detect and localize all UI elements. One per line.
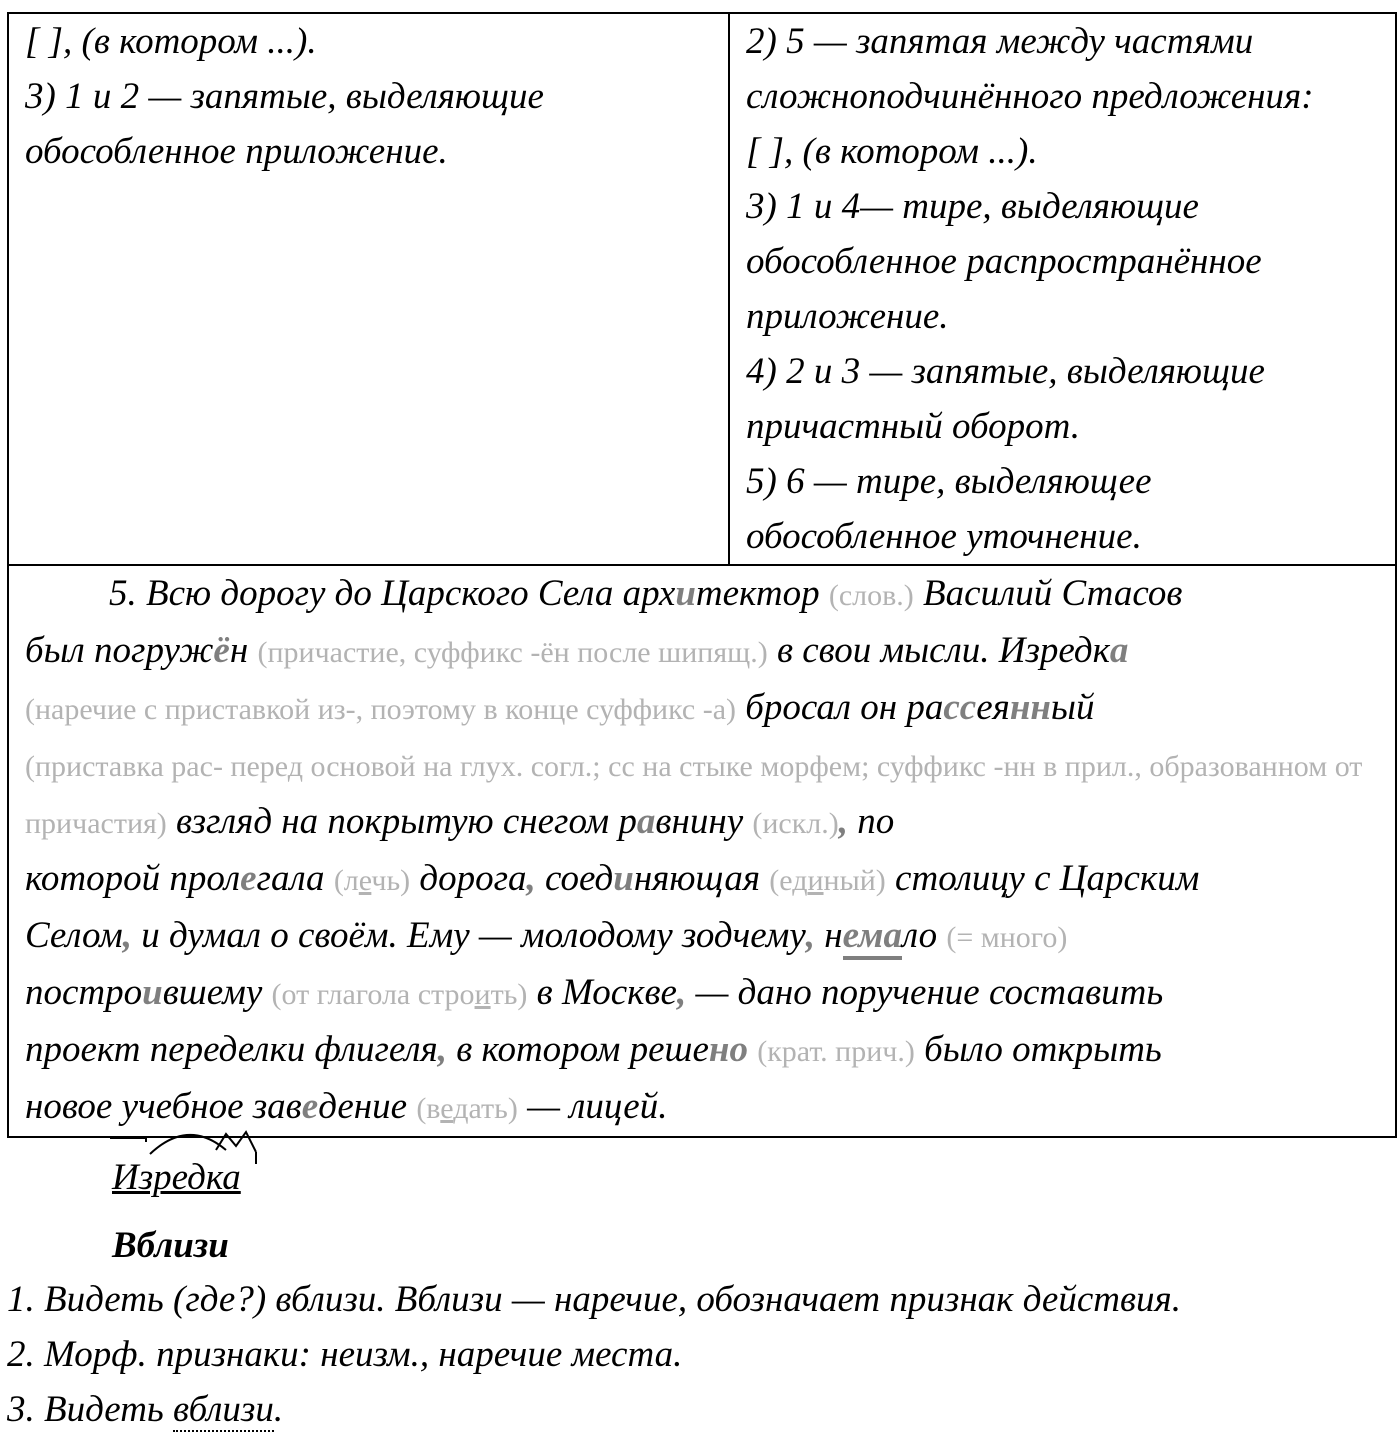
text-line: 4) 2 и 3 — запятые, выделяющие: [746, 351, 1265, 392]
morpheme-marks-icon: [108, 1124, 258, 1174]
analysis-list: [7, 1272, 1181, 1437]
text-line: новое учебное заведение (ведать) — лицей.: [25, 1086, 668, 1127]
text-line: сложноподчинённого предложения:: [746, 76, 1314, 117]
text-line: 2) 5 — запятая между частями: [746, 21, 1254, 62]
text-line: 3) 1 и 2 — запятые, выделяющие: [25, 76, 544, 117]
text-line: которой пролегала (лечь) дорога, соединяющая (единый) столицу с Царским: [25, 858, 1200, 899]
table-cell-right: [729, 13, 1396, 565]
analysis-word: Вблизи: [112, 1225, 229, 1266]
text-line: 3) 1 и 4— тире, выделяющие: [746, 186, 1199, 227]
text-line: построившему (от глагола строить) в Москве, — дано поручение составить: [25, 972, 1164, 1013]
text-line: 5) 6 — тире, выделяющее: [746, 461, 1152, 502]
text-line: [ ], (в котором ...).: [746, 131, 1038, 172]
list-item: 3. Видеть вблизи.: [7, 1389, 284, 1430]
text-line: причастный оборот.: [746, 406, 1081, 447]
text-line: обособленное уточнение.: [746, 516, 1142, 557]
list-item: 1. Видеть (где?) вблизи. Вблизи — наречие, обозначает признак действия.: [7, 1279, 1181, 1320]
text-line: 5. Всю дорогу до Царского Села архитектор (слов.) Василий Стасов: [109, 573, 1183, 614]
text-line: проект переделки флигеля, в котором решено (крат. прич.) было открыть: [25, 1029, 1162, 1070]
exercise-table: [7, 12, 1397, 1138]
text-line: (наречие с приставкой из-, поэтому в конце суффикс -а) бросал он рассеянный: [25, 687, 1095, 728]
table-cell-left: [8, 13, 729, 565]
text-line: (приставка рас- перед основой на глух. согл.; сс на стыке морфем; суффикс -нн в прил., образованном от причастия) взгляд на покрытую снегом равнину (искл.), по: [25, 750, 1363, 842]
text-line: был погружён (причастие, суффикс -ён после шипящ.) в свои мысли. Изредка: [25, 630, 1129, 671]
exercise-paragraph: [8, 565, 1396, 1137]
schema-word: Изредка: [112, 1158, 241, 1198]
list-item: 2. Морф. признаки: неизм., наречие места.: [7, 1334, 683, 1375]
text-line: обособленное приложение.: [25, 131, 448, 172]
morpheme-schema: [112, 1158, 241, 1198]
text-line: приложение.: [746, 296, 949, 337]
text-line: обособленное распространённое: [746, 241, 1262, 282]
text-line: [ ], (в котором ...).: [25, 21, 317, 62]
text-line: Селом, и думал о своём. Ему — молодому зодчему, немало (= много): [25, 908, 1383, 965]
